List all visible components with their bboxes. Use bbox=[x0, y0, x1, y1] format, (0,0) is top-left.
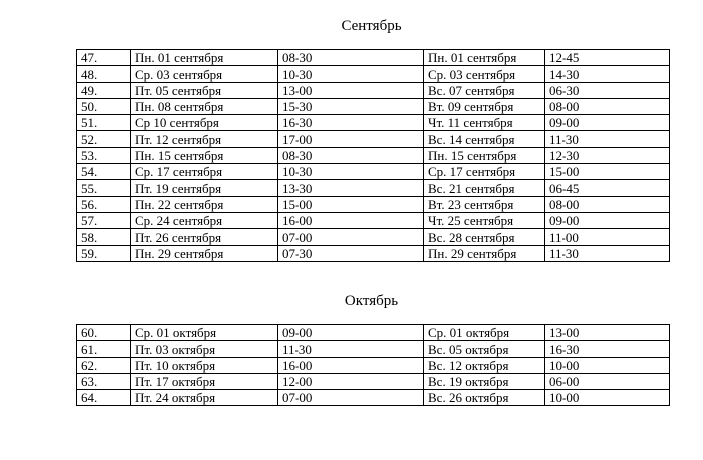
return-date-cell: Чт. 25 сентября bbox=[424, 212, 545, 228]
return-time-cell: 10-00 bbox=[545, 390, 670, 406]
row-number-cell: 60. bbox=[77, 325, 131, 341]
return-time-cell: 12-30 bbox=[545, 147, 670, 163]
departure-time-cell: 13-00 bbox=[278, 82, 424, 98]
departure-time-cell: 12-00 bbox=[278, 373, 424, 389]
return-date-cell: Пн. 01 сентября bbox=[424, 50, 545, 66]
return-time-cell: 11-30 bbox=[545, 131, 670, 147]
departure-date-cell: Ср. 03 сентября bbox=[131, 66, 278, 82]
return-date-cell: Пн. 29 сентября bbox=[424, 245, 545, 261]
row-number-cell: 58. bbox=[77, 229, 131, 245]
departure-date-cell: Пт. 10 октября bbox=[131, 357, 278, 373]
return-date-cell: Вс. 14 сентября bbox=[424, 131, 545, 147]
return-time-cell: 06-45 bbox=[545, 180, 670, 196]
return-date-cell: Чт. 11 сентября bbox=[424, 115, 545, 131]
row-number-cell: 57. bbox=[77, 212, 131, 228]
departure-date-cell: Пн. 22 сентября bbox=[131, 196, 278, 212]
return-time-cell: 11-30 bbox=[545, 245, 670, 261]
return-date-cell: Вс. 19 октября bbox=[424, 373, 545, 389]
return-time-cell: 09-00 bbox=[545, 212, 670, 228]
return-time-cell: 08-00 bbox=[545, 98, 670, 114]
departure-date-cell: Пн. 15 сентября bbox=[131, 147, 278, 163]
row-number-cell: 62. bbox=[77, 357, 131, 373]
return-date-cell: Вс. 05 октября bbox=[424, 341, 545, 357]
departure-time-cell: 10-30 bbox=[278, 164, 424, 180]
departure-date-cell: Ср. 17 сентября bbox=[131, 164, 278, 180]
departure-date-cell: Пт. 26 сентября bbox=[131, 229, 278, 245]
departure-time-cell: 07-00 bbox=[278, 390, 424, 406]
departure-date-cell: Пт. 19 сентября bbox=[131, 180, 278, 196]
departure-time-cell: 07-00 bbox=[278, 229, 424, 245]
table-row bbox=[77, 66, 670, 82]
departure-time-cell: 11-30 bbox=[278, 341, 424, 357]
return-date-cell: Пн. 15 сентября bbox=[424, 147, 545, 163]
table-row bbox=[77, 147, 670, 163]
table-row bbox=[77, 357, 670, 373]
schedule-table-september bbox=[76, 49, 670, 262]
row-number-cell: 51. bbox=[77, 115, 131, 131]
row-number-cell: 50. bbox=[77, 98, 131, 114]
return-date-cell: Вт. 23 сентября bbox=[424, 196, 545, 212]
row-number-cell: 61. bbox=[77, 341, 131, 357]
table-row bbox=[77, 131, 670, 147]
return-date-cell: Вс. 21 сентября bbox=[424, 180, 545, 196]
return-date-cell: Ср. 17 сентября bbox=[424, 164, 545, 180]
departure-time-cell: 15-30 bbox=[278, 98, 424, 114]
departure-date-cell: Ср. 24 сентября bbox=[131, 212, 278, 228]
return-time-cell: 06-00 bbox=[545, 373, 670, 389]
row-number-cell: 47. bbox=[77, 50, 131, 66]
departure-time-cell: 16-00 bbox=[278, 212, 424, 228]
schedule-table-october bbox=[76, 324, 670, 406]
table-row bbox=[77, 341, 670, 357]
section-title-october: Октябрь bbox=[344, 293, 399, 309]
table-row bbox=[77, 212, 670, 228]
departure-time-cell: 13-30 bbox=[278, 180, 424, 196]
return-time-cell: 11-00 bbox=[545, 229, 670, 245]
departure-date-cell: Пн. 29 сентября bbox=[131, 245, 278, 261]
return-time-cell: 14-30 bbox=[545, 66, 670, 82]
return-date-cell: Вс. 28 сентября bbox=[424, 229, 545, 245]
departure-time-cell: 16-00 bbox=[278, 357, 424, 373]
row-number-cell: 59. bbox=[77, 245, 131, 261]
row-number-cell: 49. bbox=[77, 82, 131, 98]
departure-time-cell: 08-30 bbox=[278, 50, 424, 66]
table-row bbox=[77, 373, 670, 389]
table-row bbox=[77, 196, 670, 212]
return-time-cell: 10-00 bbox=[545, 357, 670, 373]
row-number-cell: 48. bbox=[77, 66, 131, 82]
departure-date-cell: Пт. 24 октября bbox=[131, 390, 278, 406]
return-date-cell: Ср. 03 сентября bbox=[424, 66, 545, 82]
departure-time-cell: 08-30 bbox=[278, 147, 424, 163]
return-time-cell: 09-00 bbox=[545, 115, 670, 131]
departure-date-cell: Пт. 17 октября bbox=[131, 373, 278, 389]
departure-time-cell: 17-00 bbox=[278, 131, 424, 147]
departure-time-cell: 15-00 bbox=[278, 196, 424, 212]
table-row bbox=[77, 229, 670, 245]
row-number-cell: 52. bbox=[77, 131, 131, 147]
departure-date-cell: Пн. 08 сентября bbox=[131, 98, 278, 114]
return-date-cell: Ср. 01 октября bbox=[424, 325, 545, 341]
departure-date-cell: Пн. 01 сентября bbox=[131, 50, 278, 66]
table-row bbox=[77, 115, 670, 131]
return-time-cell: 06-30 bbox=[545, 82, 670, 98]
return-time-cell: 16-30 bbox=[545, 341, 670, 357]
table-row bbox=[77, 164, 670, 180]
return-date-cell: Вс. 26 октября bbox=[424, 390, 545, 406]
departure-time-cell: 16-30 bbox=[278, 115, 424, 131]
return-time-cell: 15-00 bbox=[545, 164, 670, 180]
table-row bbox=[77, 390, 670, 406]
departure-time-cell: 07-30 bbox=[278, 245, 424, 261]
table-row bbox=[77, 180, 670, 196]
return-time-cell: 13-00 bbox=[545, 325, 670, 341]
row-number-cell: 56. bbox=[77, 196, 131, 212]
departure-date-cell: Пт. 05 сентября bbox=[131, 82, 278, 98]
departure-date-cell: Ср 10 сентября bbox=[131, 115, 278, 131]
row-number-cell: 63. bbox=[77, 373, 131, 389]
row-number-cell: 55. bbox=[77, 180, 131, 196]
row-number-cell: 54. bbox=[77, 164, 131, 180]
row-number-cell: 53. bbox=[77, 147, 131, 163]
departure-time-cell: 09-00 bbox=[278, 325, 424, 341]
table-row bbox=[77, 50, 670, 66]
row-number-cell: 64. bbox=[77, 390, 131, 406]
table-row bbox=[77, 245, 670, 261]
departure-date-cell: Ср. 01 октября bbox=[131, 325, 278, 341]
departure-date-cell: Пт. 03 октября bbox=[131, 341, 278, 357]
return-date-cell: Вс. 12 октября bbox=[424, 357, 545, 373]
departure-date-cell: Пт. 12 сентября bbox=[131, 131, 278, 147]
return-date-cell: Вс. 07 сентября bbox=[424, 82, 545, 98]
section-title-september: Сентябрь bbox=[341, 18, 402, 34]
return-date-cell: Вт. 09 сентября bbox=[424, 98, 545, 114]
table-row bbox=[77, 82, 670, 98]
return-time-cell: 08-00 bbox=[545, 196, 670, 212]
table-row bbox=[77, 98, 670, 114]
return-time-cell: 12-45 bbox=[545, 50, 670, 66]
table-row bbox=[77, 325, 670, 341]
departure-time-cell: 10-30 bbox=[278, 66, 424, 82]
